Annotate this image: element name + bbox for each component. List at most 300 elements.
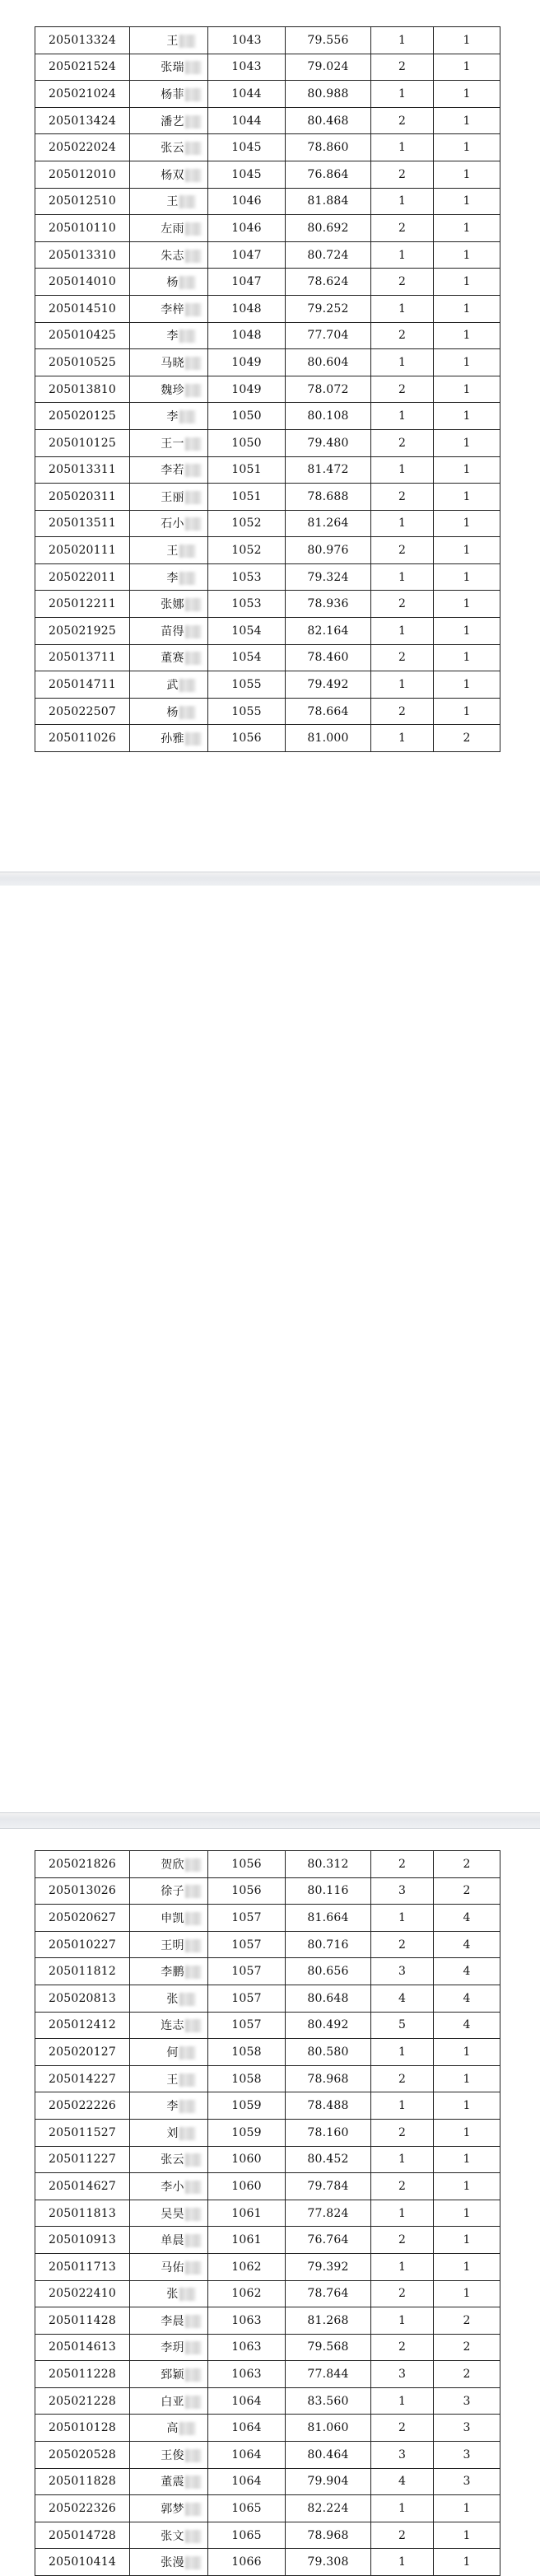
score-cell: 78.624 [286, 269, 371, 296]
score-cell: 80.988 [286, 81, 371, 108]
name-cell [130, 2495, 208, 2522]
seat-number-cell: 1065 [208, 2495, 286, 2522]
name-text: 张 [166, 1992, 179, 2006]
name-text: 张 [166, 2288, 179, 2302]
name-cell [130, 644, 208, 671]
redaction-mask [185, 652, 202, 665]
name-cell [130, 322, 208, 349]
redaction-mask [179, 35, 196, 48]
score-cell: 80.580 [286, 2039, 371, 2066]
group-cell: 1 [434, 2146, 500, 2173]
name-cell [130, 2092, 208, 2120]
name-cell [130, 269, 208, 296]
exam-id-cell: 205013711 [35, 644, 130, 671]
name-cell [130, 2307, 208, 2335]
table-row [35, 429, 500, 456]
name-text: 徐子 [161, 1885, 184, 1899]
score-cell: 76.864 [286, 161, 371, 188]
exam-id-cell: 205020311 [35, 484, 130, 511]
table-row [35, 403, 500, 430]
table-row [35, 2039, 500, 2066]
name-text: 贺欣 [161, 1858, 184, 1872]
name-cell [130, 241, 208, 269]
rank-cell: 1 [371, 510, 434, 537]
group-cell: 3 [434, 2415, 500, 2442]
group-cell: 1 [434, 27, 500, 54]
score-cell: 79.308 [286, 2549, 371, 2576]
rank-cell: 2 [371, 591, 434, 618]
table-row [35, 2092, 500, 2120]
score-cell: 77.844 [286, 2361, 371, 2388]
seat-number-cell: 1064 [208, 2415, 286, 2442]
name-cell [130, 2039, 208, 2066]
exam-id-cell: 205020528 [35, 2442, 130, 2469]
score-cell: 76.764 [286, 2227, 371, 2254]
score-cell: 78.968 [286, 2522, 371, 2549]
exam-id-cell: 205012412 [35, 2012, 130, 2039]
group-cell: 1 [434, 81, 500, 108]
name-cell [130, 2280, 208, 2307]
name-text: 马晓 [161, 356, 184, 370]
exam-id-cell: 205020111 [35, 537, 130, 564]
rank-cell: 1 [371, 2200, 434, 2227]
redaction-mask [185, 2503, 202, 2516]
rank-cell: 2 [371, 698, 434, 725]
group-cell: 4 [434, 1958, 500, 1985]
table-row [35, 2200, 500, 2227]
name-text: 杨 [166, 705, 179, 719]
name-cell [130, 456, 208, 484]
exam-id-cell: 205012510 [35, 188, 130, 215]
table-row [35, 1851, 500, 1878]
name-cell [130, 2012, 208, 2039]
group-cell: 1 [434, 322, 500, 349]
name-cell [130, 2549, 208, 2576]
name-cell [130, 107, 208, 134]
name-cell [130, 725, 208, 752]
rank-cell: 5 [371, 2012, 434, 2039]
table-row [35, 2361, 500, 2388]
name-cell [130, 1877, 208, 1905]
group-cell: 1 [434, 510, 500, 537]
exam-id-cell: 205010425 [35, 322, 130, 349]
exam-id-cell: 205011813 [35, 2200, 130, 2227]
seat-number-cell: 1057 [208, 1905, 286, 1932]
exam-id-cell: 205011527 [35, 2119, 130, 2146]
group-cell: 3 [434, 2442, 500, 2469]
exam-id-cell: 205010227 [35, 1931, 130, 1958]
exam-id-cell: 205014728 [35, 2522, 130, 2549]
seat-number-cell: 1057 [208, 1931, 286, 1958]
group-cell: 1 [434, 591, 500, 618]
score-cell: 80.468 [286, 107, 371, 134]
rank-cell: 1 [371, 81, 434, 108]
rank-cell: 1 [371, 2307, 434, 2335]
name-cell [130, 537, 208, 564]
group-cell: 1 [434, 54, 500, 81]
score-cell: 80.452 [286, 2146, 371, 2173]
exam-id-cell: 205022410 [35, 2280, 130, 2307]
exam-id-cell: 205022507 [35, 698, 130, 725]
score-cell: 79.324 [286, 563, 371, 591]
seat-number-cell: 1051 [208, 456, 286, 484]
exam-id-cell: 205010913 [35, 2227, 130, 2254]
redaction-mask [179, 2127, 196, 2140]
table-row [35, 2387, 500, 2415]
exam-id-cell: 205013324 [35, 27, 130, 54]
group-cell: 1 [434, 2039, 500, 2066]
redaction-mask [185, 1885, 202, 1898]
table-row [35, 537, 500, 564]
name-text: 魏珍 [161, 383, 184, 397]
name-text: 连志 [161, 2019, 184, 2033]
group-cell: 1 [434, 2253, 500, 2280]
score-cell: 81.060 [286, 2415, 371, 2442]
rank-cell: 4 [371, 2468, 434, 2495]
seat-number-cell: 1055 [208, 671, 286, 699]
table-row [35, 215, 500, 242]
table-row [35, 349, 500, 376]
seat-number-cell: 1064 [208, 2442, 286, 2469]
table-row [35, 2549, 500, 2576]
name-text: 朱志 [161, 249, 184, 263]
table-row [35, 27, 500, 54]
redaction-mask [185, 250, 202, 263]
name-cell [130, 134, 208, 161]
rank-cell: 1 [371, 134, 434, 161]
seat-number-cell: 1044 [208, 81, 286, 108]
score-cell: 80.724 [286, 241, 371, 269]
exam-id-cell: 205014510 [35, 295, 130, 322]
group-cell: 1 [434, 295, 500, 322]
exam-id-cell: 205010525 [35, 349, 130, 376]
exam-id-cell: 205022024 [35, 134, 130, 161]
score-cell: 78.488 [286, 2092, 371, 2120]
rank-cell: 4 [371, 1985, 434, 2012]
rank-cell: 1 [371, 188, 434, 215]
redaction-mask [185, 2475, 202, 2489]
seat-number-cell: 1063 [208, 2361, 286, 2388]
seat-number-cell: 1061 [208, 2227, 286, 2254]
seat-number-cell: 1060 [208, 2173, 286, 2200]
redaction-mask [185, 2181, 202, 2194]
exam-id-cell: 205014627 [35, 2173, 130, 2200]
name-cell [130, 671, 208, 699]
name-cell [130, 161, 208, 188]
name-text: 王明 [161, 1938, 184, 1952]
table-row [35, 2307, 500, 2335]
rank-cell: 2 [371, 322, 434, 349]
table-row [35, 2495, 500, 2522]
seat-number-cell: 1064 [208, 2468, 286, 2495]
redaction-mask [185, 357, 202, 370]
rank-cell: 2 [371, 269, 434, 296]
table-row [35, 2415, 500, 2442]
name-cell [130, 2522, 208, 2549]
group-cell: 1 [434, 2549, 500, 2576]
rank-cell: 2 [371, 1931, 434, 1958]
exam-id-cell: 205021228 [35, 2387, 130, 2415]
redaction-mask [185, 2556, 202, 2569]
exam-id-cell: 205021826 [35, 1851, 130, 1878]
rank-cell: 2 [371, 2334, 434, 2361]
rank-cell: 2 [371, 2280, 434, 2307]
group-cell: 2 [434, 1851, 500, 1878]
seat-number-cell: 1057 [208, 1985, 286, 2012]
redaction-mask [179, 2100, 196, 2113]
redaction-mask [185, 2341, 202, 2354]
group-cell: 1 [434, 403, 500, 430]
score-cell: 80.976 [286, 537, 371, 564]
score-cell: 79.556 [286, 27, 371, 54]
exam-id-cell: 205021024 [35, 81, 130, 108]
seat-number-cell: 1059 [208, 2092, 286, 2120]
rank-cell: 2 [371, 644, 434, 671]
seat-number-cell: 1048 [208, 322, 286, 349]
name-cell [130, 618, 208, 645]
name-text: 李晨 [161, 2314, 184, 2328]
rank-cell: 2 [371, 376, 434, 403]
score-cell: 81.472 [286, 456, 371, 484]
rank-cell: 2 [371, 54, 434, 81]
name-cell [130, 54, 208, 81]
name-cell [130, 1851, 208, 1878]
name-cell [130, 429, 208, 456]
score-cell: 81.268 [286, 2307, 371, 2335]
name-text: 杨双 [161, 168, 184, 182]
table-row [35, 295, 500, 322]
score-table-page-1 [35, 26, 500, 752]
group-cell: 1 [434, 2173, 500, 2200]
redaction-mask [185, 625, 202, 638]
redaction-mask [185, 598, 202, 611]
name-text: 高 [166, 2422, 179, 2436]
rank-cell: 1 [371, 2039, 434, 2066]
exam-id-cell: 205010125 [35, 429, 130, 456]
group-cell: 2 [434, 2361, 500, 2388]
redaction-mask [185, 491, 202, 504]
group-cell: 4 [434, 2012, 500, 2039]
name-cell [130, 188, 208, 215]
score-cell: 82.224 [286, 2495, 371, 2522]
table-row [35, 2227, 500, 2254]
redaction-mask [185, 61, 202, 74]
seat-number-cell: 1051 [208, 484, 286, 511]
name-text: 张瑞 [161, 61, 184, 75]
seat-number-cell: 1056 [208, 725, 286, 752]
rank-cell: 2 [371, 215, 434, 242]
rank-cell: 1 [371, 2146, 434, 2173]
seat-number-cell: 1047 [208, 269, 286, 296]
name-text: 董赛 [161, 652, 184, 666]
redaction-mask [185, 2153, 202, 2167]
seat-number-cell: 1052 [208, 510, 286, 537]
group-cell: 1 [434, 215, 500, 242]
name-text: 张漫 [161, 2556, 184, 2570]
group-cell: 1 [434, 269, 500, 296]
exam-id-cell: 205011828 [35, 2468, 130, 2495]
seat-number-cell: 1043 [208, 27, 286, 54]
seat-number-cell: 1050 [208, 403, 286, 430]
name-cell [130, 2173, 208, 2200]
redaction-mask [179, 1993, 196, 2006]
group-cell: 1 [434, 2065, 500, 2092]
redaction-mask [179, 276, 196, 289]
name-cell [130, 81, 208, 108]
rank-cell: 1 [371, 2387, 434, 2415]
group-cell: 1 [434, 376, 500, 403]
exam-id-cell: 205013511 [35, 510, 130, 537]
rank-cell: 3 [371, 2361, 434, 2388]
name-text: 王 [166, 195, 179, 209]
table-row [35, 2468, 500, 2495]
rank-cell: 1 [371, 725, 434, 752]
redaction-mask [185, 464, 202, 477]
rank-cell: 2 [371, 107, 434, 134]
table-row [35, 107, 500, 134]
name-cell [130, 1931, 208, 1958]
exam-id-cell: 205020627 [35, 1905, 130, 1932]
name-cell [130, 1905, 208, 1932]
name-text: 单晨 [161, 2234, 184, 2248]
name-text: 石小 [161, 517, 184, 531]
page-separator [0, 1812, 540, 1829]
rank-cell: 1 [371, 2253, 434, 2280]
name-text: 李若 [161, 464, 184, 478]
group-cell: 1 [434, 618, 500, 645]
name-text: 张文 [161, 2529, 184, 2543]
table-row [35, 618, 500, 645]
group-cell: 1 [434, 161, 500, 188]
table-row [35, 2012, 500, 2039]
rank-cell: 3 [371, 1958, 434, 1985]
name-text: 李 [166, 410, 179, 424]
rank-cell: 1 [371, 241, 434, 269]
name-text: 王 [166, 545, 179, 559]
group-cell: 1 [434, 134, 500, 161]
name-text: 李 [166, 571, 179, 585]
name-cell [130, 2227, 208, 2254]
name-cell [130, 563, 208, 591]
rank-cell: 1 [371, 563, 434, 591]
group-cell: 1 [434, 484, 500, 511]
score-cell: 80.648 [286, 1985, 371, 2012]
seat-number-cell: 1049 [208, 376, 286, 403]
exam-id-cell: 205021925 [35, 618, 130, 645]
score-cell: 78.968 [286, 2065, 371, 2092]
table-row [35, 2065, 500, 2092]
redaction-mask [179, 2288, 196, 2301]
name-cell [130, 510, 208, 537]
table-row [35, 1985, 500, 2012]
name-cell [130, 2146, 208, 2173]
score-cell: 82.164 [286, 618, 371, 645]
seat-number-cell: 1058 [208, 2039, 286, 2066]
name-cell [130, 403, 208, 430]
rank-cell: 3 [371, 1877, 434, 1905]
score-cell: 77.824 [286, 2200, 371, 2227]
table-row [35, 2334, 500, 2361]
name-cell [130, 2065, 208, 2092]
seat-number-cell: 1052 [208, 537, 286, 564]
score-cell: 81.884 [286, 188, 371, 215]
seat-number-cell: 1053 [208, 591, 286, 618]
exam-id-cell: 205013026 [35, 1877, 130, 1905]
rank-cell: 1 [371, 349, 434, 376]
score-cell: 81.264 [286, 510, 371, 537]
table-row [35, 269, 500, 296]
name-text: 郭梦 [161, 2503, 184, 2517]
redaction-mask [185, 2234, 202, 2247]
rank-cell: 2 [371, 2522, 434, 2549]
seat-number-cell: 1063 [208, 2334, 286, 2361]
score-cell: 80.492 [286, 2012, 371, 2039]
rank-cell: 1 [371, 456, 434, 484]
seat-number-cell: 1054 [208, 618, 286, 645]
score-cell: 79.904 [286, 2468, 371, 2495]
rank-cell: 1 [371, 618, 434, 645]
rank-cell: 2 [371, 1851, 434, 1878]
name-text: 李 [166, 330, 179, 344]
group-cell: 1 [434, 349, 500, 376]
score-table-body [35, 27, 500, 752]
name-text: 孙雅 [161, 732, 184, 746]
exam-id-cell: 205012211 [35, 591, 130, 618]
redaction-mask [185, 2208, 202, 2221]
name-cell [130, 349, 208, 376]
seat-number-cell: 1057 [208, 1958, 286, 1985]
exam-id-cell: 205011428 [35, 2307, 130, 2335]
score-cell: 79.492 [286, 671, 371, 699]
group-cell: 2 [434, 2307, 500, 2335]
rank-cell: 2 [371, 2227, 434, 2254]
exam-id-cell: 205013311 [35, 456, 130, 484]
score-cell: 80.116 [286, 1877, 371, 1905]
redaction-mask [185, 1858, 202, 1872]
table-row [35, 1877, 500, 1905]
redaction-mask [179, 330, 196, 343]
group-cell: 1 [434, 2119, 500, 2146]
group-cell: 1 [434, 537, 500, 564]
group-cell: 1 [434, 2227, 500, 2254]
name-cell [130, 698, 208, 725]
name-text: 郅颖 [161, 2368, 184, 2382]
seat-number-cell: 1050 [208, 429, 286, 456]
seat-number-cell: 1044 [208, 107, 286, 134]
table-row [35, 644, 500, 671]
table-row [35, 2280, 500, 2307]
table-row [35, 2146, 500, 2173]
redaction-mask [185, 2449, 202, 2462]
group-cell: 1 [434, 671, 500, 699]
seat-number-cell: 1060 [208, 2146, 286, 2173]
score-cell: 81.664 [286, 1905, 371, 1932]
redaction-mask [185, 115, 202, 129]
name-text: 武 [166, 679, 179, 693]
score-cell: 83.560 [286, 2387, 371, 2415]
table-row [35, 2522, 500, 2549]
exam-id-cell: 205010414 [35, 2549, 130, 2576]
name-cell [130, 1958, 208, 1985]
name-text: 张云 [161, 142, 184, 156]
score-cell: 77.704 [286, 322, 371, 349]
name-text: 李梓 [161, 302, 184, 316]
group-cell: 2 [434, 725, 500, 752]
table-row [35, 2442, 500, 2469]
seat-number-cell: 1053 [208, 563, 286, 591]
score-cell: 79.480 [286, 429, 371, 456]
name-text: 苗得 [161, 624, 184, 638]
